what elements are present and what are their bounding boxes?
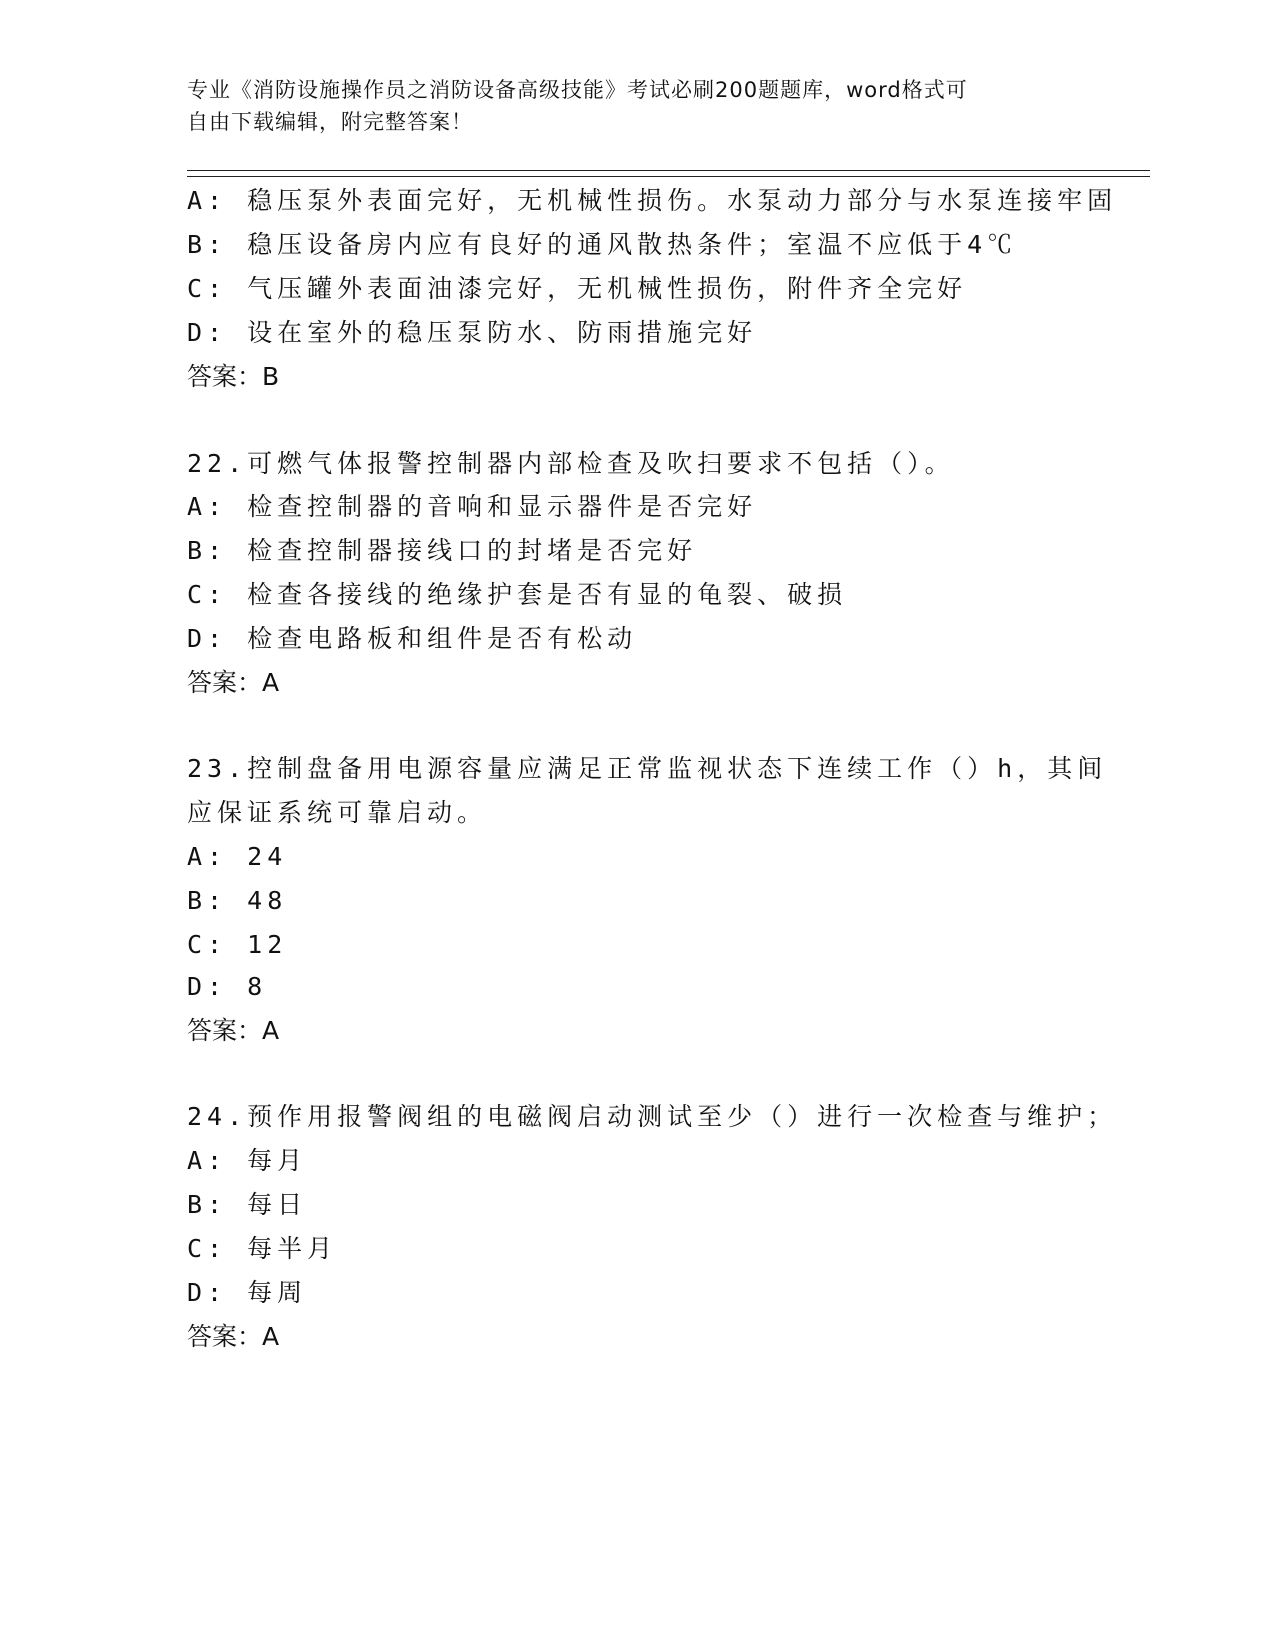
q21-option-a: A: 稳压泵外表面完好，无机械性损伤。水泵动力部分与水泵连接牢固 [187,186,1118,215]
q24-option-c: C: 每半月 [187,1234,338,1263]
q22-option-a: A: 检查控制器的音响和显示器件是否完好 [187,492,758,521]
header-rule-top [187,170,1150,171]
header-line-1: 专业《消防设施操作员之消防设备高级技能》考试必刷200题题库，word格式可 [187,78,968,102]
q23-option-a: A: 24 [187,842,288,871]
q24-option-a: A: 每月 [187,1146,308,1175]
q23-question-line-1: 23.控制盘备用电源容量应满足正常监视状态下连续工作（）h，其间 [187,754,1108,783]
q21-option-b: B: 稳压设备房内应有良好的通风散热条件；室温不应低于4℃ [187,230,1018,259]
q22-option-c: C: 检查各接线的绝缘护套是否有显的龟裂、破损 [187,580,848,609]
q23-option-c: C: 12 [187,930,288,959]
q24-option-b: B: 每日 [187,1190,308,1219]
q23-question-line-2: 应保证系统可靠启动。 [187,798,488,827]
q21-answer: 答案：B [187,362,280,391]
q24-option-d: D: 每周 [187,1278,308,1307]
q22-answer: 答案：A [187,668,280,697]
header-rule-bottom [187,176,1150,177]
header-text [187,74,1087,138]
q22-option-d: D: 检查电路板和组件是否有松动 [187,624,638,653]
q23-answer: 答案：A [187,1016,280,1045]
q21-option-c: C: 气压罐外表面油漆完好，无机械性损伤，附件齐全完好 [187,274,968,303]
q22-question: 22.可燃气体报警控制器内部检查及吹扫要求不包括（）。 [187,449,955,478]
q24-question: 24.预作用报警阀组的电磁阀启动测试至少（）进行一次检查与维护； [187,1102,1118,1131]
q22-option-b: B: 检查控制器接线口的封堵是否完好 [187,536,698,565]
q24-answer: 答案：A [187,1322,280,1351]
q23-option-b: B: 48 [187,886,288,915]
header-line-2: 自由下载编辑，附完整答案！ [187,110,473,134]
q23-option-d: D: 8 [187,972,268,1001]
q21-option-d: D: 设在室外的稳压泵防水、防雨措施完好 [187,318,758,347]
